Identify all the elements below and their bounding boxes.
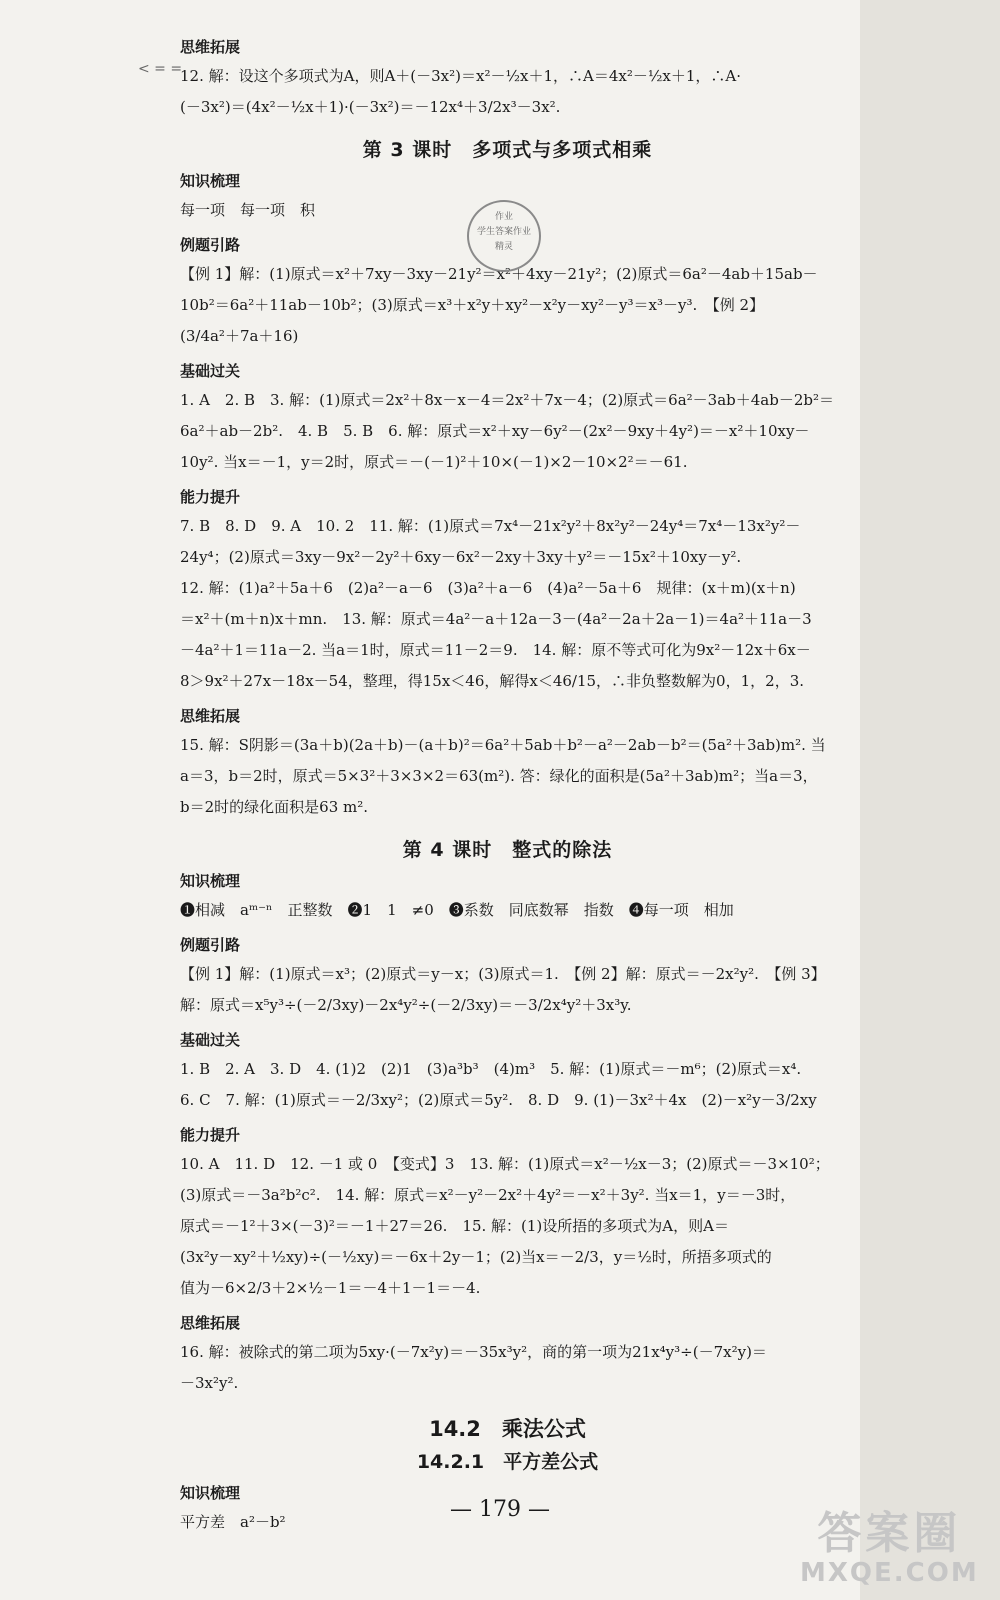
section-title: 14.2 乘法公式 [429, 1417, 586, 1441]
section-heading: 知识梳理 [180, 172, 241, 190]
answer-line: －4a²＋1＝11a－2. 当a＝1时，原式＝11－2＝9. 14. 解：原不等式可化为9x²－12x＋6x－ [180, 641, 811, 659]
answer-line: (3/4a²＋7a＋16) [180, 327, 299, 345]
stamp-line: 精灵 [494, 242, 513, 252]
answer-line: ❶相减 aᵐ⁻ⁿ 正整数 ❷1 1 ≠0 ❸系数 同底数幂 指数 ❹每一项 相加 [180, 901, 734, 919]
section-heading: 知识梳理 [180, 872, 241, 890]
answer-line: 解：原式＝x⁵y³÷(－2/3xy)－2x⁴y²÷(－2/3xy)＝－3/2x⁴y²＋3x³y. [180, 996, 632, 1014]
section-heading: 例题引路 [180, 236, 241, 254]
section-heading: 思维拓展 [180, 1314, 241, 1332]
answer-line: (3)原式＝－3a²b²c². 14. 解：原式＝x²－y²－2x²＋4y²＝－x²＋3y². 当x＝1，y＝－3时， [180, 1186, 796, 1204]
page-edge-shadow [860, 0, 1000, 1600]
answer-line: ＝x²＋(m＋n)x＋mn. 13. 解：原式＝4a²－a＋12a－3－(4a²－2a＋2a－1)＝4a²＋11a－3 [180, 610, 812, 628]
answer-line: 10b²＝6a²＋11ab－10b²；(3)原式＝x³＋x²y＋xy²－x²y－xy²－y³＝x³－y³. 【例 2】 [180, 296, 765, 314]
answer-line: (3x²y－xy²＋½xy)÷(－½xy)＝－6x＋2y－1；(2)当x＝－2/3，y＝½时，所捂多项式的 [180, 1248, 772, 1266]
homework-stamp [467, 200, 541, 272]
answer-line: 6. C 7. 解：(1)原式＝－2/3xy²；(2)原式＝5y². 8. D 9. (1)－3x²＋4x (2)－x²y－3/2xy [180, 1091, 817, 1109]
answer-line: b＝2时的绿化面积是63 m². [180, 798, 369, 816]
section-heading: 知识梳理 [180, 1484, 241, 1502]
answer-line: 平方差 a²－b² [180, 1513, 286, 1531]
section-heading: 能力提升 [180, 488, 241, 506]
answer-line: 8＞9x²＋27x－18x－54，整理，得15x＜46，解得x＜46/15，∴非负整数解为0，1，2，3. [180, 672, 805, 690]
answer-line: 每一项 每一项 积 [180, 201, 316, 219]
answer-line: 1. A 2. B 3. 解：(1)原式＝2x²＋8x－x－4＝2x²＋7x－4；(2)原式＝6a²－3ab＋4ab－2b²＝ [180, 391, 835, 409]
answer-line: 【例 1】解：(1)原式＝x²＋7xy－3xy－21y²＝x²＋4xy－21y²；(2)原式＝6a²－4ab＋15ab－ [180, 265, 818, 283]
answer-line: 原式＝－1²＋3×(－3)²＝－1＋27＝26. 15. 解：(1)设所捂的多项式为A，则A＝ [180, 1217, 729, 1235]
answer-line: 16. 解：被除式的第二项为5xy·(－7x²y)＝－35x³y²，商的第一项为21x⁴y³÷(－7x²y)＝ [180, 1343, 767, 1361]
answer-line: 值为－6×2/3＋2×½－1＝－4＋1－1＝－4. [180, 1279, 481, 1297]
answer-line: 1. B 2. A 3. D 4. (1)2 (2)1 (3)a³b³ (4)m³ 5. 解：(1)原式＝－m⁶；(2)原式＝x⁴. [180, 1060, 802, 1078]
answer-line: a＝3，b＝2时，原式＝5×3²＋3×3×2＝63(m²). 答：绿化的面积是(5a²＋3ab)m²；当a＝3， [180, 767, 818, 785]
section-heading: 能力提升 [180, 1126, 241, 1144]
stamp-line: 学生答案作业 [476, 227, 531, 237]
subsection-title: 14.2.1 平方差公式 [416, 1451, 599, 1473]
answer-line: 6a²＋ab－2b². 4. B 5. B 6. 解：原式＝x²＋xy－6y²－(2x²－9xy＋4y²)＝－x²＋10xy－ [180, 422, 810, 440]
section-heading: 思维拓展 [180, 38, 241, 56]
lesson-title: 第 3 课时 多项式与多项式相乘 [362, 139, 653, 161]
section-heading: 例题引路 [180, 936, 241, 954]
answer-line: 15. 解：S阴影＝(3a＋b)(2a＋b)－(a＋b)²＝6a²＋5ab＋b²－a²－2ab－b²＝(5a²＋3ab)m². 当 [180, 736, 826, 754]
lesson-title: 第 4 课时 整式的除法 [402, 839, 613, 861]
answer-line: 10. A 11. D 12. －1 或 0 【变式】3 13. 解：(1)原式＝x²－½x－3；(2)原式＝－3×10²； [180, 1155, 830, 1173]
watermark-url: MXQE.COM [800, 1558, 979, 1588]
margin-marks: < = = [138, 61, 183, 77]
answer-line: 7. B 8. D 9. A 10. 2 11. 解：(1)原式＝7x⁴－21x²y²＋8x²y²－24y⁴＝7x⁴－13x²y²－ [180, 517, 801, 535]
site-watermark-logo [800, 1510, 979, 1588]
answer-line: 24y⁴；(2)原式＝3xy－9x²－2y²＋6xy－6x²－2xy＋3xy＋y²＝－15x²＋10xy－y². [180, 548, 742, 566]
watermark-title: 答案圈 [817, 1508, 962, 1559]
answer-line: (－3x²)＝(4x²－½x＋1)·(－3x²)＝－12x⁴＋3/2x³－3x². [180, 98, 561, 116]
section-heading: 基础过关 [180, 1031, 241, 1049]
answer-line: 【例 1】解：(1)原式＝x³；(2)原式＝y－x；(3)原式＝1. 【例 2】解：原式＝－2x²y². 【例 3】 [180, 965, 826, 983]
stamp-line: 作业 [494, 212, 513, 222]
answer-line: 10y². 当x＝－1，y＝2时，原式＝－(－1)²＋10×(－1)×2－10×2²＝－61. [180, 453, 688, 471]
page-number: — 179 — [450, 1497, 550, 1522]
answer-line: 12. 解：设这个多项式为A，则A＋(－3x²)＝x²－½x＋1，∴A＝4x²－½x＋1，∴A· [180, 67, 742, 85]
section-heading: 思维拓展 [180, 707, 241, 725]
answer-line: 12. 解：(1)a²＋5a＋6 (2)a²－a－6 (3)a²＋a－6 (4)a²－5a＋6 规律：(x＋m)(x＋n) [180, 579, 796, 597]
section-heading: 基础过关 [180, 362, 241, 380]
answer-line: －3x²y². [180, 1374, 239, 1392]
